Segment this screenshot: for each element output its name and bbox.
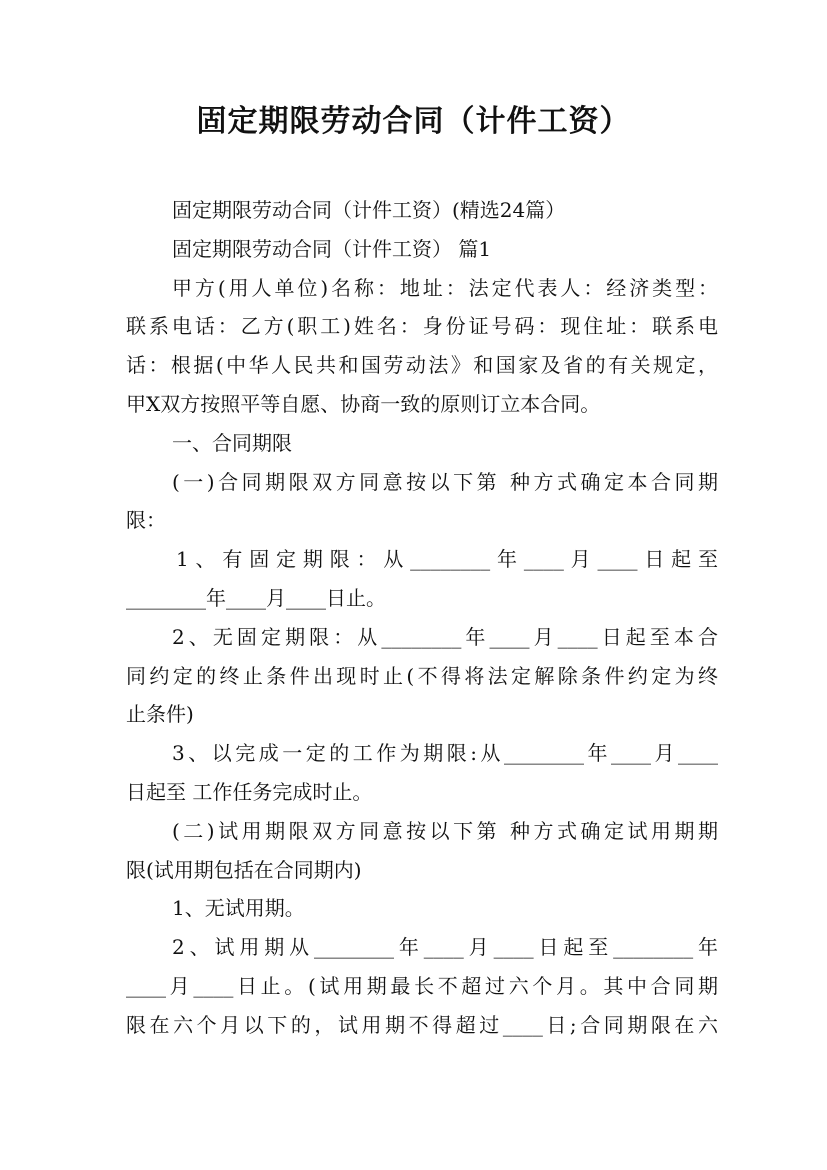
paragraph-line: (一)合同期限双方同意按以下第 种方式确定本合同期 <box>172 469 718 494</box>
paragraph-line: 2、无固定期限：从________年____月____日起至本合 <box>172 624 718 649</box>
paragraph-line: 1、无试用期。 <box>172 896 305 921</box>
paragraph-line: 同约定的终止条件出现时止(不得将法定解除条件约定为终 <box>126 663 718 688</box>
paragraph-line: 3、以完成一定的工作为期限:从________年____月____ <box>172 741 718 766</box>
paragraph-line: 联系电话：乙方(职工)姓名：身份证号码：现住址：联系电 <box>126 314 718 339</box>
section-heading: 一、合同期限 <box>172 430 292 455</box>
paragraph-line: 甲X双方按照平等自愿、协商一致的原则订立本合同。 <box>126 391 601 416</box>
paragraph-line: 日起至 工作任务完成时止。 <box>126 779 373 804</box>
paragraph-line: 限(试用期包括在合同期内) <box>126 857 362 882</box>
paragraph-line: 固定期限劳动合同（计件工资） 篇1 <box>172 236 492 261</box>
paragraph-line: 2、试用期从________年____月____日起至________年 <box>172 935 718 960</box>
document-title: 固定期限劳动合同（计件工资） <box>196 104 631 139</box>
paragraph-line: ____月____日止。(试用期最长不超过六个月。其中合同期 <box>126 973 718 998</box>
document-body <box>126 191 718 1045</box>
paragraph-line: 话：根据(中华人民共和国劳动法》和国家及省的有关规定， <box>126 353 718 378</box>
paragraph-line: 止条件) <box>126 702 194 727</box>
paragraph-line: 甲方(用人单位)名称：地址：法定代表人：经济类型： <box>172 275 718 300</box>
paragraph-line: 1、有固定期限：从________年____月____日起至 <box>176 547 718 572</box>
paragraph-line: 限： <box>126 508 166 533</box>
paragraph-line: 限在六个月以下的，试用期不得超过____日;合同期限在六 <box>126 1012 718 1037</box>
paragraph-line: 固定期限劳动合同（计件工资）(精选24篇） <box>172 198 566 222</box>
paragraph-line: ________年____月____日止。 <box>126 585 386 610</box>
paragraph-line: (二)试用期限双方同意按以下第 种方式确定试用期期 <box>172 818 718 843</box>
